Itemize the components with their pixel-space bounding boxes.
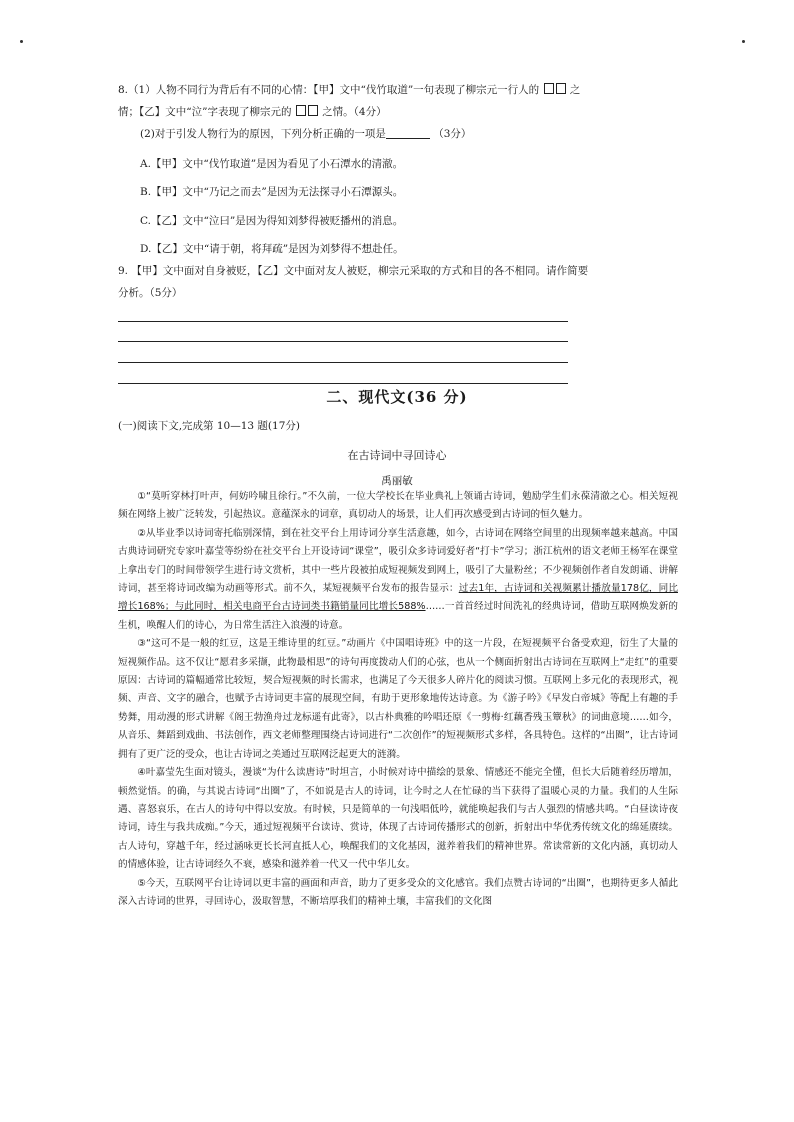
- q8-part2: (2)对于引发人物行为的原因，下列分析正确的一项是 （3分）: [140, 128, 472, 140]
- answer-line[interactable]: [118, 321, 568, 322]
- blank-box: [296, 105, 306, 116]
- paragraph-4: ④叶嘉莹先生面对镜头，漫谈“为什么读唐诗”时坦言，小时候对诗中描绘的景象、情感还不能完全懂，但长大后随着经历增加，顿然觉悟。的确，与其说古诗词“出圈”了，不如说是古人的诗词，让今时之人在忙碌的当下获得了温暖心灵的力量。我们的人生际遇、喜怒哀乐，在古人的诗句中得以安放。有时候，只是简单的一句浅唱低吟，就能唤起我们与古人强烈的情感共鸣。“白昼读诗夜诗词，诗生与我共成痴。”今天，通过短视频平台读诗、赏诗，体现了古诗词传播形式的创新，折射出中华优秀传统文化的绵延赓续。古人诗句，穿越千年，经过涵咏更长长河直抵人心，唤醒我们的文化基因，滋养着我们的精神世界。常读常新的文化内涵，真切动人的情感体验，让古诗词经久不衰，感染和滋养着一代又一代中华儿女。: [118, 767, 678, 871]
- section-title: 二、现代文(36 分): [326, 388, 468, 406]
- q8-option-a: A.【甲】文中“伐竹取道”是因为看见了小石潭水的清澈。: [140, 158, 404, 170]
- blank-box: [308, 105, 318, 116]
- paragraph-1: ①“莫听穿林打叶声，何妨吟啸且徐行。”不久前，一位大学校长在毕业典礼上领诵古诗词，勉励学生们永葆清澈之心。相关短视频在网络上被广泛转发，引起热议。意蕴深永的词章，真切动人的场景，让人们再次感受到古诗词的恒久魅力。: [118, 491, 678, 521]
- article-body: [118, 488, 678, 911]
- answer-blank[interactable]: [386, 128, 430, 139]
- q8-option-b: B.【甲】文中“乃记之而去”是因为无法探寻小石潭源头。: [140, 186, 404, 198]
- scan-dot: [742, 40, 745, 43]
- q8-part1-line1: 8.（1）人物不同行为背后有不同的心情：【甲】文中“伐竹取道”一句表现了柳宗元一行人的 之: [118, 84, 581, 96]
- blank-box: [544, 83, 554, 94]
- q8-option-c: C.【乙】文中“泣曰”是因为得知刘梦得被贬播州的消息。: [140, 215, 404, 227]
- q9-line2: 分析。（5分）: [118, 287, 183, 299]
- blank-box: [556, 83, 566, 94]
- q8-option-d: D.【乙】文中“请于朝，将拜疏”是因为刘梦得不想赴任。: [140, 243, 404, 255]
- paragraph-5: ⑤今天，互联网平台让诗词以更丰富的画面和声音，助力了更多受众的文化感官。我们点赞古诗词的“出圈”，也期待更多人循此深入古诗词的世界，寻回诗心，汲取智慧，不断培厚我们的精神土壤，丰富我们的文化图: [118, 877, 678, 907]
- q9-line1: 9. 【甲】文中面对自身被贬，【乙】文中面对友人被贬，柳宗元采取的方式和目的各不相同。请作简要: [118, 265, 589, 277]
- answer-line[interactable]: [118, 362, 568, 363]
- article-title: 在古诗词中寻回诗心: [347, 449, 447, 462]
- answer-line[interactable]: [118, 383, 568, 384]
- underlined-statistic: 过去1年，古诗词和关视频累计播放量178亿，同比增长168%；与此同时，相关电商平台古诗词类书籍销量同比增长588%: [118, 583, 678, 613]
- answer-line[interactable]: [118, 341, 568, 342]
- reading-intro: (一)阅读下文,完成第 10—13 题(17分): [118, 420, 300, 432]
- scan-dot: [20, 40, 23, 43]
- paragraph-2: ②从毕业季以诗词寄托临别深情，到在社交平台上用诗词分享生活意趣，如今，古诗词在网络空间里的出现频率越来越高。中国古典诗词研究专家叶嘉莹等纷纷在社交平台上开设诗词“课堂”，吸引众多诗词爱好者“打卡”学习；浙江杭州的语文老师王杨军在课堂上拿出专门的时间带领学生进行诗文赏析，其中一些片段被拍成短视频发到网上，吸引了大量粉丝；不少视频创作者自发朗诵、讲解诗词，甚至将诗词改编为动画等形式。前不久，某短视频平台发布的报告显示：过去1年，古诗词和关视频累计播放量178亿，同比增长168%；与此同时，相关电商平台古诗词类书籍销量同比增长588%……一首首经过时间洗礼的经典诗词，借助互联网焕发新的生机，唤醒人们的诗心，为日常生活注入浪漫的诗意。: [118, 527, 679, 631]
- q8-part1-line2: 情；【乙】文中“泣”字表现了柳宗元的 之情。（4分）: [118, 106, 387, 118]
- paragraph-3: ③“这可不是一般的红豆，这是王维诗里的红豆。”动画片《中国唱诗班》中的这一片段，在短视频平台备受欢迎，衍生了大量的短视频作品。这不仅让“愿君多采撷，此物最相思”的诗句再度拨动人们的心弦，也从一个侧面折射出古诗词在互联网上“走红”的重要原因：古诗词的篇幅通常比较短，契合短视频的时长需求，也满足了今天很多人碎片化的阅读习惯。互联网上多元化的表现形式，视频、声音、文字的融合，也赋予古诗词更丰富的展现空间，有助于更形象地传达诗意。为《游子吟》《早发白帝城》等配上有趣的手势舞，用动漫的形式讲解《阁王勃渔舟过龙标遥有此寄》，以古朴典雅的吟唱还原《一剪梅·红藕香残玉簟秋》的词曲意境……如今，从音乐、舞蹈到戏曲、书法创作，西文老师整理围绕古诗词进行“二次创作”的短视频形式多样，各具特色。这样的“出圈”，让古诗词拥有了更广泛的受众，也让古诗词之美通过互联网泛起更大的涟漪。: [118, 638, 678, 760]
- article-author: 禹丽敏: [381, 475, 413, 487]
